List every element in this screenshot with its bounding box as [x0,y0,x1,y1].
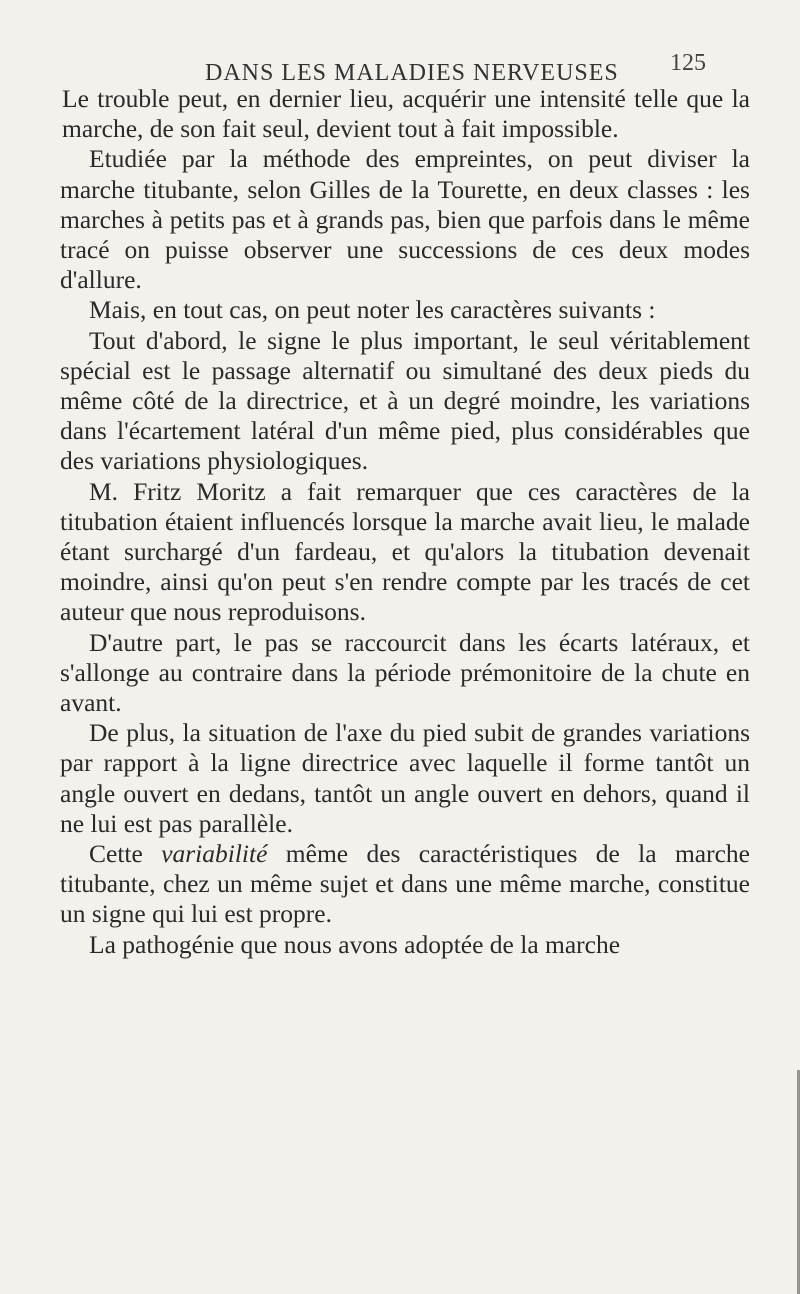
paragraph: Le trouble peut, en dernier lieu, acquérir une intensité telle que la marche, de son fait seul, devient tout à fait impossible. [62,84,750,144]
paragraph: De plus, la situation de l'axe du pied subit de grandes variations par rapport à la ligne directrice avec laquelle il forme tantôt un angle ouvert en dedans, tantôt un angle ouvert en dehors, quand il ne lui est pas parallèle. [60,718,750,838]
paragraph: Etudiée par la méthode des empreintes, on peut diviser la marche titubante, selon Gilles de la Tourette, en deux classes : les marches à petits pas et à grands pas, bien que parfois dans le même tracé on puisse observer une successions de ces deux modes d'allure. [60,144,750,295]
paragraph: D'autre part, le pas se raccourcit dans les écarts latéraux, et s'allonge au contraire dans la période prémonitoire de la chute en avant. [60,627,750,718]
emphasized-term: variabilité [161,839,268,869]
paragraph: M. Fritz Moritz a fait remarquer que ces caractères de la titubation étaient influencés lorsque la marche avait lieu, le malade étant surchargé d'un fardeau, et qu'alors la titubation devenait moindre, ainsi qu'on peut s'en rendre compte par les tracés de cet auteur que nous reproduisons. [60,476,750,627]
paragraph: Mais, en tout cas, on peut noter les caractères suivants : [89,295,656,325]
paragraph: Tout d'abord, le signe le plus important, le seul véritablement spécial est le passage alternatif ou simultané des deux pieds du même côté de la directrice, et à un degré moindre, les variations dans l'écartement latéral d'un même pied, plus considérables que des variations physiologiques. [60,325,750,476]
paragraph [60,839,750,930]
paragraph-text-before: Cette [89,839,162,869]
page-number: 125 [670,50,706,76]
running-head: DANS LES MALADIES NERVEUSES [205,60,619,86]
paragraph-text-after: même des caractéristiques de la marche titubante, chez un même sujet et dans une même marche, constitue un signe qui lui est propre. [60,839,750,929]
paragraph: La pathogénie que nous avons adoptée de la marche [89,929,621,959]
body-text [60,84,750,960]
